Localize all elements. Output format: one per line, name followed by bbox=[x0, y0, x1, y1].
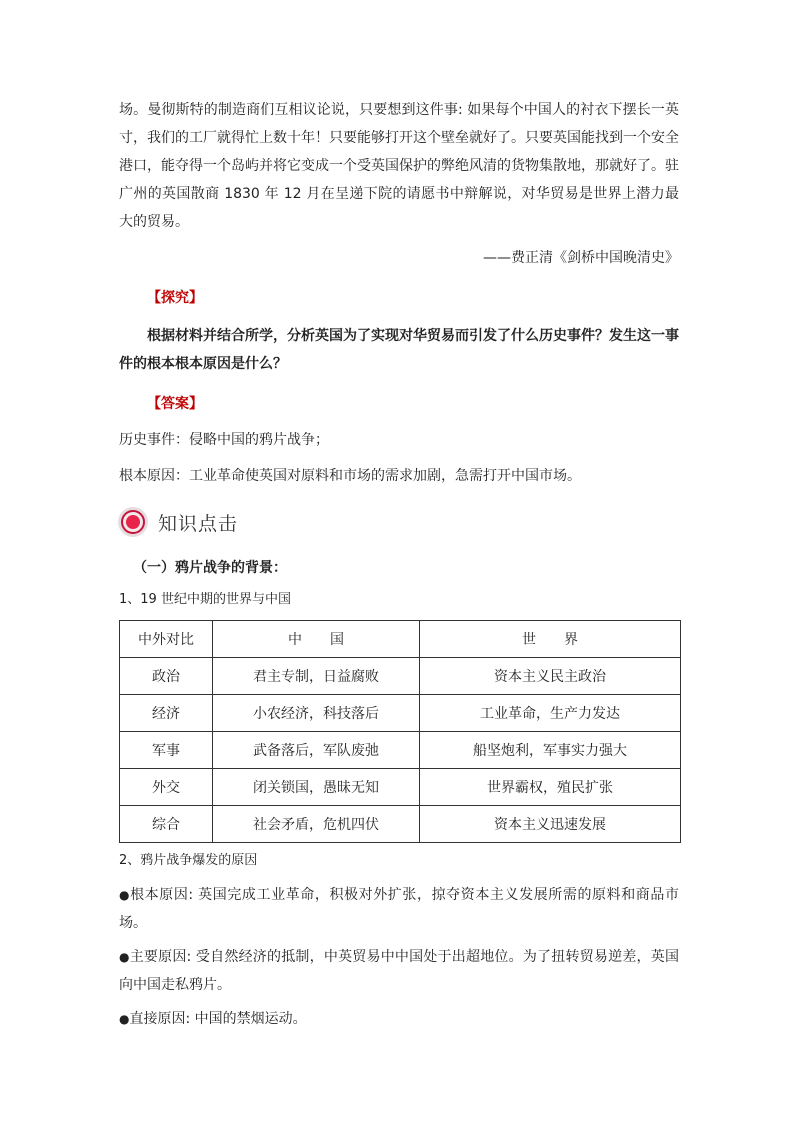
table-cell: 小农经济，科技落后 bbox=[213, 695, 420, 732]
cause-item bbox=[119, 881, 679, 937]
table-cell: 资本主义迅速发展 bbox=[420, 806, 681, 843]
section-header bbox=[119, 504, 679, 540]
table-header-row bbox=[120, 621, 681, 658]
answer-line-cause: 根本原因：工业革命使英国对原料和市场的需求加剧，急需打开中国市场。 bbox=[119, 468, 581, 484]
answer-line-event: 历史事件：侵略中国的鸦片战争； bbox=[119, 432, 329, 448]
item-title-2: 2、鸦片战争爆发的原因 bbox=[119, 853, 258, 868]
table-cell: 综合 bbox=[120, 806, 213, 843]
explore-question: 根据材料并结合所学，分析英国为了实现对华贸易而引发了什么历史事件？发生这一事件的根本根本原因是什么？ bbox=[119, 328, 679, 372]
bullet-icon: ● bbox=[119, 950, 130, 964]
comparison-table bbox=[119, 620, 681, 843]
document-page bbox=[119, 96, 679, 1033]
target-icon bbox=[118, 507, 148, 537]
table-cell: 经济 bbox=[120, 695, 213, 732]
answer-label: 【答案】 bbox=[147, 396, 203, 412]
explore-label: 【探究】 bbox=[147, 290, 203, 306]
table-cell: 资本主义民主政治 bbox=[420, 658, 681, 695]
table-cell: 武备落后，军队废弛 bbox=[213, 732, 420, 769]
table-header-cell: 世 界 bbox=[420, 621, 681, 658]
subsection-title: （一）鸦片战争的背景： bbox=[133, 560, 287, 576]
cause-item bbox=[119, 943, 679, 999]
quote-paragraph: 场。曼彻斯特的制造商们互相议论说，只要想到这件事: 如果每个中国人的衬衣下摆长一英寸，我们的工厂就得忙上数十年！只要能够打开这个壁垒就好了。只要英国能找到一个安全港口，能夺得一个岛屿并将它变成一个受英国保护的弊绝风清的货物集散地，那就好了。驻广州的英国散商 1830 年 12 月在呈递下院的请愿书中辩解说，对华贸易是世界上潜力最大的贸易。 bbox=[119, 102, 679, 230]
table-cell: 工业革命，生产力发达 bbox=[420, 695, 681, 732]
table-header-cell: 中 国 bbox=[213, 621, 420, 658]
item-title-1: 1、19 世纪中期的世界与中国 bbox=[119, 592, 291, 607]
cause-text: 根本原因: 英国完成工业革命，积极对外扩张，掠夺资本主义发展所需的原料和商品市场。 bbox=[119, 887, 679, 931]
table-cell: 军事 bbox=[120, 732, 213, 769]
table-row bbox=[120, 769, 681, 806]
table-row bbox=[120, 806, 681, 843]
bullet-icon: ● bbox=[119, 888, 131, 902]
cause-item bbox=[119, 1005, 679, 1033]
table-cell: 船坚炮利，军事实力强大 bbox=[420, 732, 681, 769]
cause-text: 直接原因: 中国的禁烟运动。 bbox=[129, 1011, 307, 1027]
section-title: 知识点击 bbox=[158, 512, 239, 535]
table-row bbox=[120, 695, 681, 732]
table-cell: 闭关锁国，愚昧无知 bbox=[213, 769, 420, 806]
cause-text: 主要原因: 受自然经济的抵制，中英贸易中中国处于出超地位。为了扭转贸易逆差，英国向中国走私鸦片。 bbox=[119, 949, 679, 993]
quote-source: ——费正清《剑桥中国晚清史》 bbox=[483, 250, 679, 266]
table-cell: 政治 bbox=[120, 658, 213, 695]
table-row bbox=[120, 658, 681, 695]
table-cell: 世界霸权，殖民扩张 bbox=[420, 769, 681, 806]
bullet-icon: ● bbox=[119, 1012, 130, 1026]
table-header-cell: 中外对比 bbox=[120, 621, 213, 658]
table-row bbox=[120, 732, 681, 769]
table-cell: 君主专制，日益腐败 bbox=[213, 658, 420, 695]
table-cell: 外交 bbox=[120, 769, 213, 806]
table-cell: 社会矛盾，危机四伏 bbox=[213, 806, 420, 843]
